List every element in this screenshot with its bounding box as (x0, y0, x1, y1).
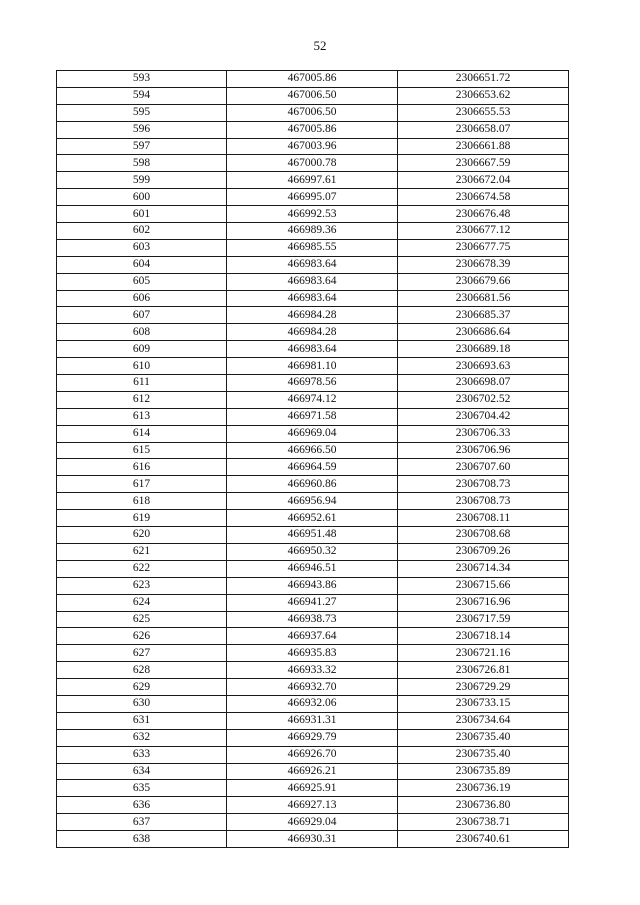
x-coordinate-cell: 466983.64 (227, 341, 398, 358)
y-coordinate-cell: 2306708.73 (398, 493, 569, 510)
point-number-cell: 637 (57, 814, 227, 831)
y-coordinate-cell: 2306735.40 (398, 746, 569, 763)
point-number-cell: 605 (57, 273, 227, 290)
table-row (57, 814, 569, 831)
y-coordinate-cell: 2306736.80 (398, 797, 569, 814)
point-number-cell: 628 (57, 662, 227, 679)
y-coordinate-cell: 2306658.07 (398, 121, 569, 138)
x-coordinate-cell: 466984.28 (227, 307, 398, 324)
point-number-cell: 595 (57, 104, 227, 121)
y-coordinate-cell: 2306735.40 (398, 729, 569, 746)
x-coordinate-cell: 467005.86 (227, 121, 398, 138)
y-coordinate-cell: 2306677.75 (398, 239, 569, 256)
y-coordinate-cell: 2306679.66 (398, 273, 569, 290)
point-number-cell: 602 (57, 223, 227, 240)
x-coordinate-cell: 466983.64 (227, 256, 398, 273)
table-row (57, 645, 569, 662)
point-number-cell: 613 (57, 408, 227, 425)
table-row (57, 594, 569, 611)
x-coordinate-cell: 466969.04 (227, 425, 398, 442)
x-coordinate-cell: 466932.06 (227, 695, 398, 712)
table-row (57, 476, 569, 493)
x-coordinate-cell: 466941.27 (227, 594, 398, 611)
point-number-cell: 621 (57, 543, 227, 560)
point-number-cell: 633 (57, 746, 227, 763)
table-row (57, 189, 569, 206)
point-number-cell: 631 (57, 712, 227, 729)
point-number-cell: 618 (57, 493, 227, 510)
x-coordinate-cell: 466995.07 (227, 189, 398, 206)
point-number-cell: 598 (57, 155, 227, 172)
y-coordinate-cell: 2306734.64 (398, 712, 569, 729)
x-coordinate-cell: 466932.70 (227, 679, 398, 696)
y-coordinate-cell: 2306655.53 (398, 104, 569, 121)
y-coordinate-cell: 2306678.39 (398, 256, 569, 273)
x-coordinate-cell: 466926.21 (227, 763, 398, 780)
y-coordinate-cell: 2306667.59 (398, 155, 569, 172)
point-number-cell: 610 (57, 358, 227, 375)
x-coordinate-cell: 466971.58 (227, 408, 398, 425)
table-row (57, 746, 569, 763)
point-number-cell: 616 (57, 459, 227, 476)
x-coordinate-cell: 466943.86 (227, 577, 398, 594)
point-number-cell: 609 (57, 341, 227, 358)
table-row (57, 239, 569, 256)
table-row (57, 459, 569, 476)
point-number-cell: 604 (57, 256, 227, 273)
table-row (57, 87, 569, 104)
table-row (57, 155, 569, 172)
x-coordinate-cell: 466989.36 (227, 223, 398, 240)
y-coordinate-cell: 2306677.12 (398, 223, 569, 240)
table-row (57, 256, 569, 273)
table-row (57, 831, 569, 848)
y-coordinate-cell: 2306733.15 (398, 695, 569, 712)
x-coordinate-cell: 466937.64 (227, 628, 398, 645)
table-row (57, 527, 569, 544)
point-number-cell: 607 (57, 307, 227, 324)
table-row (57, 628, 569, 645)
point-number-cell: 619 (57, 510, 227, 527)
x-coordinate-cell: 466938.73 (227, 611, 398, 628)
point-number-cell: 601 (57, 206, 227, 223)
x-coordinate-cell: 466983.64 (227, 273, 398, 290)
x-coordinate-cell: 467003.96 (227, 138, 398, 155)
y-coordinate-cell: 2306653.62 (398, 87, 569, 104)
y-coordinate-cell: 2306708.68 (398, 527, 569, 544)
point-number-cell: 634 (57, 763, 227, 780)
point-number-cell: 620 (57, 527, 227, 544)
point-number-cell: 626 (57, 628, 227, 645)
table-row (57, 121, 569, 138)
point-number-cell: 632 (57, 729, 227, 746)
table-row (57, 391, 569, 408)
point-number-cell: 596 (57, 121, 227, 138)
y-coordinate-cell: 2306704.42 (398, 408, 569, 425)
table-row (57, 290, 569, 307)
x-coordinate-cell: 466925.91 (227, 780, 398, 797)
table-row (57, 543, 569, 560)
x-coordinate-cell: 466966.50 (227, 442, 398, 459)
x-coordinate-cell: 466974.12 (227, 391, 398, 408)
point-number-cell: 627 (57, 645, 227, 662)
point-number-cell: 594 (57, 87, 227, 104)
table-row (57, 172, 569, 189)
point-number-cell: 597 (57, 138, 227, 155)
x-coordinate-cell: 466964.59 (227, 459, 398, 476)
y-coordinate-cell: 2306736.19 (398, 780, 569, 797)
y-coordinate-cell: 2306686.64 (398, 324, 569, 341)
point-number-cell: 608 (57, 324, 227, 341)
point-number-cell: 614 (57, 425, 227, 442)
table-row (57, 138, 569, 155)
point-number-cell: 629 (57, 679, 227, 696)
page-number: 52 (313, 38, 327, 53)
x-coordinate-cell: 466984.28 (227, 324, 398, 341)
table-row (57, 493, 569, 510)
point-number-cell: 638 (57, 831, 227, 848)
x-coordinate-cell: 466985.55 (227, 239, 398, 256)
y-coordinate-cell: 2306717.59 (398, 611, 569, 628)
table-row (57, 729, 569, 746)
x-coordinate-cell: 466930.31 (227, 831, 398, 848)
point-number-cell: 615 (57, 442, 227, 459)
x-coordinate-cell: 466952.61 (227, 510, 398, 527)
y-coordinate-cell: 2306735.89 (398, 763, 569, 780)
table-row (57, 611, 569, 628)
table-row (57, 712, 569, 729)
point-number-cell: 603 (57, 239, 227, 256)
table-row (57, 780, 569, 797)
y-coordinate-cell: 2306693.63 (398, 358, 569, 375)
x-coordinate-cell: 466983.64 (227, 290, 398, 307)
table-row (57, 358, 569, 375)
y-coordinate-cell: 2306729.29 (398, 679, 569, 696)
y-coordinate-cell: 2306726.81 (398, 662, 569, 679)
y-coordinate-cell: 2306676.48 (398, 206, 569, 223)
table-row (57, 442, 569, 459)
table-row (57, 223, 569, 240)
x-coordinate-cell: 466927.13 (227, 797, 398, 814)
point-number-cell: 630 (57, 695, 227, 712)
point-number-cell: 617 (57, 476, 227, 493)
y-coordinate-cell: 2306708.11 (398, 510, 569, 527)
table-row (57, 324, 569, 341)
y-coordinate-cell: 2306674.58 (398, 189, 569, 206)
table-row (57, 695, 569, 712)
y-coordinate-cell: 2306689.18 (398, 341, 569, 358)
y-coordinate-cell: 2306715.66 (398, 577, 569, 594)
y-coordinate-cell: 2306721.16 (398, 645, 569, 662)
x-coordinate-cell: 466946.51 (227, 560, 398, 577)
y-coordinate-cell: 2306706.33 (398, 425, 569, 442)
x-coordinate-cell: 467006.50 (227, 104, 398, 121)
y-coordinate-cell: 2306681.56 (398, 290, 569, 307)
table-row (57, 510, 569, 527)
point-number-cell: 611 (57, 375, 227, 392)
y-coordinate-cell: 2306706.96 (398, 442, 569, 459)
x-coordinate-cell: 466951.48 (227, 527, 398, 544)
table-row (57, 71, 569, 88)
x-coordinate-cell: 466935.83 (227, 645, 398, 662)
x-coordinate-cell: 467000.78 (227, 155, 398, 172)
x-coordinate-cell: 466997.61 (227, 172, 398, 189)
x-coordinate-cell: 466929.04 (227, 814, 398, 831)
y-coordinate-cell: 2306702.52 (398, 391, 569, 408)
y-coordinate-cell: 2306698.07 (398, 375, 569, 392)
table-row (57, 763, 569, 780)
x-coordinate-cell: 466950.32 (227, 543, 398, 560)
x-coordinate-cell: 466956.94 (227, 493, 398, 510)
point-number-cell: 612 (57, 391, 227, 408)
y-coordinate-cell: 2306738.71 (398, 814, 569, 831)
y-coordinate-cell: 2306740.61 (398, 831, 569, 848)
x-coordinate-cell: 467006.50 (227, 87, 398, 104)
table-row (57, 425, 569, 442)
table-row (57, 408, 569, 425)
coordinates-table (56, 70, 569, 848)
point-number-cell: 635 (57, 780, 227, 797)
table-row (57, 662, 569, 679)
y-coordinate-cell: 2306685.37 (398, 307, 569, 324)
table-row (57, 307, 569, 324)
table-row (57, 104, 569, 121)
y-coordinate-cell: 2306709.26 (398, 543, 569, 560)
point-number-cell: 623 (57, 577, 227, 594)
y-coordinate-cell: 2306716.96 (398, 594, 569, 611)
point-number-cell: 625 (57, 611, 227, 628)
y-coordinate-cell: 2306708.73 (398, 476, 569, 493)
x-coordinate-cell: 467005.86 (227, 71, 398, 88)
x-coordinate-cell: 466992.53 (227, 206, 398, 223)
point-number-cell: 599 (57, 172, 227, 189)
point-number-cell: 622 (57, 560, 227, 577)
table-row (57, 206, 569, 223)
x-coordinate-cell: 466981.10 (227, 358, 398, 375)
table-row (57, 341, 569, 358)
coordinates-table-body (57, 71, 569, 848)
point-number-cell: 593 (57, 71, 227, 88)
y-coordinate-cell: 2306651.72 (398, 71, 569, 88)
table-row (57, 560, 569, 577)
y-coordinate-cell: 2306707.60 (398, 459, 569, 476)
y-coordinate-cell: 2306714.34 (398, 560, 569, 577)
x-coordinate-cell: 466978.56 (227, 375, 398, 392)
x-coordinate-cell: 466929.79 (227, 729, 398, 746)
table-row (57, 375, 569, 392)
table-row (57, 797, 569, 814)
table-row (57, 679, 569, 696)
y-coordinate-cell: 2306661.88 (398, 138, 569, 155)
point-number-cell: 606 (57, 290, 227, 307)
x-coordinate-cell: 466960.86 (227, 476, 398, 493)
point-number-cell: 600 (57, 189, 227, 206)
table-row (57, 273, 569, 290)
y-coordinate-cell: 2306672.04 (398, 172, 569, 189)
x-coordinate-cell: 466926.70 (227, 746, 398, 763)
x-coordinate-cell: 466931.31 (227, 712, 398, 729)
y-coordinate-cell: 2306718.14 (398, 628, 569, 645)
table-row (57, 577, 569, 594)
point-number-cell: 624 (57, 594, 227, 611)
x-coordinate-cell: 466933.32 (227, 662, 398, 679)
point-number-cell: 636 (57, 797, 227, 814)
